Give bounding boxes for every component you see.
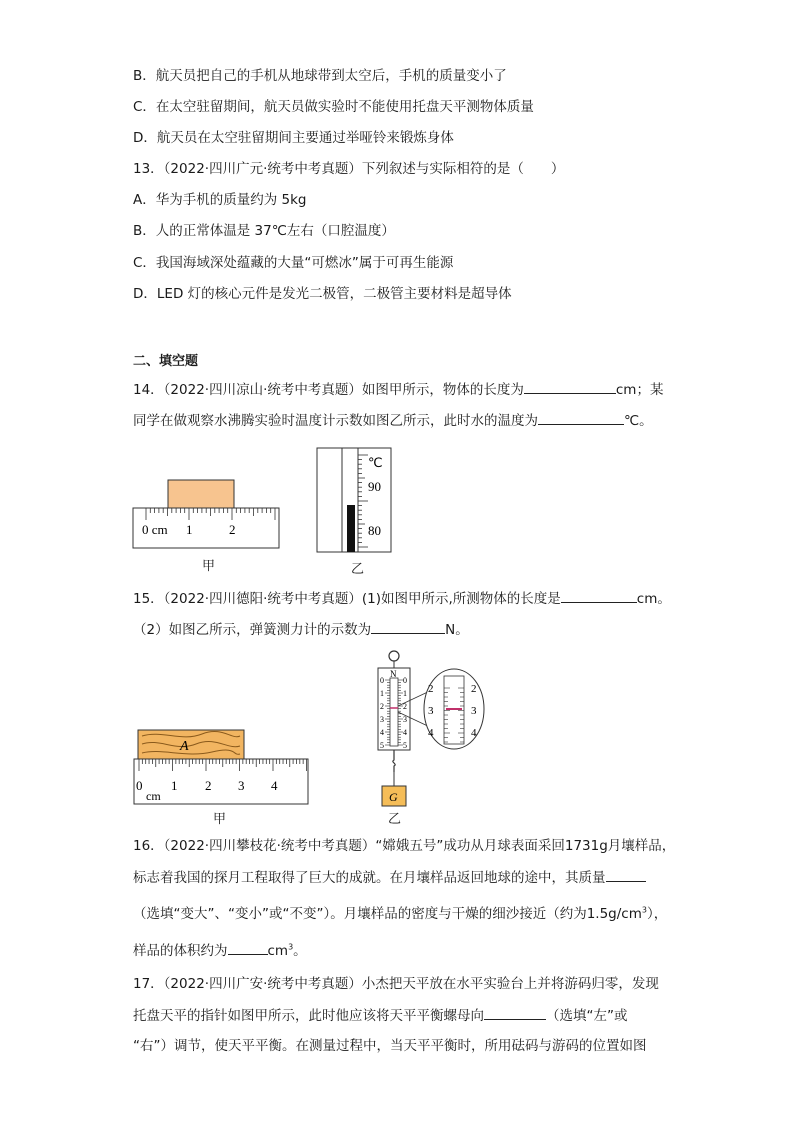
scale-label: 4 <box>403 728 407 737</box>
q15-zoom-label: 4 <box>428 727 434 739</box>
q15-ring <box>389 651 399 661</box>
scale-label: 4 <box>380 728 384 737</box>
q13-option-c: C．我国海域深处蕴藏的大量“可燃冰”属于可再生能源 <box>133 255 454 271</box>
q16-line3 <box>133 904 667 924</box>
q16-text-4c: 。 <box>293 943 307 959</box>
q14-thermo-label: 80 <box>368 523 381 538</box>
q14-blank-length[interactable] <box>524 379 616 394</box>
q15-text-2a: （2）如图乙所示，弹簧测力计的示数为 <box>133 622 372 638</box>
scale-label: 1 <box>380 689 384 698</box>
section-heading: 二、填空题 <box>133 354 199 369</box>
scale-label: 5 <box>380 741 384 750</box>
q16-sup: 3 <box>288 942 294 952</box>
q15-line2 <box>133 619 469 640</box>
q14-line2 <box>133 410 653 431</box>
q17-text-2a: 托盘天平的指针如图甲所示，此时他应该将天平平衡螺母向 <box>133 1008 484 1024</box>
q15-ruler-label: 3 <box>238 778 245 793</box>
q14-blank-temp[interactable] <box>538 410 624 425</box>
q14-text-2b: ℃。 <box>624 413 653 429</box>
q15-ruler-label: 1 <box>171 778 178 793</box>
q14-liquid-column <box>347 505 355 552</box>
q15-weight-label: G <box>389 790 398 804</box>
q14-ruler-label: 1 <box>186 522 193 537</box>
scale-label: 2 <box>403 702 407 711</box>
q15-blank-length[interactable] <box>561 588 637 603</box>
option-b: B．航天员把自己的手机从地球带到太空后，手机的质量变小了 <box>133 68 507 84</box>
q14-caption-yi: 乙 <box>351 562 365 577</box>
scale-label: 5 <box>403 741 407 750</box>
q15-ruler-unit: cm <box>146 789 161 803</box>
q15-zoom-label: 2 <box>471 683 477 695</box>
scale-label: 3 <box>403 715 407 724</box>
q15-ruler-label: 4 <box>271 778 278 793</box>
q16-line4 <box>133 940 307 961</box>
q15-caption-jia: 甲 <box>213 812 227 827</box>
q14-ruler-label: 2 <box>229 522 236 537</box>
q13-option-d: D．LED 灯的核心元件是发光二极管，二极管主要材料是超导体 <box>133 286 512 302</box>
q15-text-2b: N。 <box>445 622 469 638</box>
q14-text-2a: 同学在做观察水沸腾实验时温度计示数如图乙所示，此时水的温度为 <box>133 413 538 429</box>
q14-line1 <box>133 379 663 400</box>
scale-label: 0 <box>403 676 407 685</box>
q16-line2 <box>133 867 646 888</box>
q15-text-1b: cm。 <box>636 591 671 607</box>
q15-zoom-label: 4 <box>471 727 477 739</box>
q16-text-2a: 标志着我国的探月工程取得了巨大的成就。在月壤样品返回地球的途中，其质量 <box>133 870 606 886</box>
q15-ruler-figure <box>132 728 312 806</box>
q16-sup: 3 <box>641 905 647 915</box>
q15-line1 <box>133 588 671 609</box>
q14-ruler-label: 0 cm <box>142 522 168 537</box>
q13-option-b: B．人的正常体温是 37℃左右（口腔温度） <box>133 223 395 239</box>
q16-text-4a: 样品的体积约为 <box>133 943 228 959</box>
q15-ruler-label: 2 <box>205 778 212 793</box>
q15-scale-unit: N <box>390 669 397 679</box>
q16-line1: 16．（2022·四川攀枝花·统考中考真题）“嫦娥五号”成功从月球表面采回1731g月壤样品， <box>133 838 676 854</box>
scale-label: 3 <box>380 715 384 724</box>
q15-zoom-label: 3 <box>471 705 477 717</box>
q16-blank-volume[interactable] <box>228 940 268 955</box>
q14-ruler-figure <box>132 478 282 550</box>
q15-zoom-label: 2 <box>428 683 434 695</box>
scale-label: 0 <box>380 676 384 685</box>
q17-line3: “右”）调节，使天平平衡。在测量过程中，当天平平衡时，所用砝码与游码的位置如图 <box>133 1038 647 1054</box>
q17-text-2b: （选填“左”或 <box>546 1008 628 1024</box>
q15-text-1a: 15．（2022·四川德阳·统考中考真题）(1)如图甲所示,所测物体的长度是 <box>133 591 561 607</box>
q15-zoom-label: 3 <box>428 705 434 717</box>
q15-ruler-label: 0 <box>136 778 143 793</box>
option-d: D．航天员在太空驻留期间主要通过举哑铃来锻炼身体 <box>133 130 454 146</box>
q15-hook <box>393 750 395 772</box>
q17-line2 <box>133 1005 628 1026</box>
q14-thermo-label: 90 <box>368 479 381 494</box>
scale-label: 1 <box>403 689 407 698</box>
scale-label: 2 <box>380 702 384 711</box>
q17-blank-direction[interactable] <box>484 1005 546 1020</box>
q14-thermometer-figure <box>316 447 396 555</box>
q16-text-3b: ）， <box>646 906 668 922</box>
q14-text-1a: 14．（2022·四川凉山·统考中考真题）如图甲所示，物体的长度为 <box>133 382 524 398</box>
q14-caption-jia: 甲 <box>202 559 216 574</box>
q15-caption-yi: 乙 <box>388 812 402 827</box>
q14-text-1b: cm；某 <box>615 382 664 398</box>
q14-thermo-unit: ℃ <box>368 456 383 471</box>
q16-blank-mass[interactable] <box>606 867 646 882</box>
q13-stem: 13．（2022·四川广元·统考中考真题）下列叙述与实际相符的是（ ） <box>133 161 565 177</box>
q17-line1: 17．（2022·四川广安·统考中考真题）小杰把天平放在水平实验台上并将游码归零，发现 <box>133 976 659 992</box>
q16-text-3a: （选填“变大”、“变小”或“不变”）。月壤样品的密度与干燥的细沙接近（约为1.5g/cm <box>133 906 642 922</box>
q15-block-label: A <box>180 739 189 754</box>
q14-block <box>168 480 234 508</box>
q16-text-4b: cm <box>267 943 289 959</box>
q15-spring-scale-figure <box>370 648 488 808</box>
q15-blank-force[interactable] <box>371 619 445 634</box>
option-c: C．在太空驻留期间，航天员做实验时不能使用托盘天平测物体质量 <box>133 99 534 115</box>
q13-option-a: A．华为手机的质量约为 5kg <box>133 192 307 208</box>
